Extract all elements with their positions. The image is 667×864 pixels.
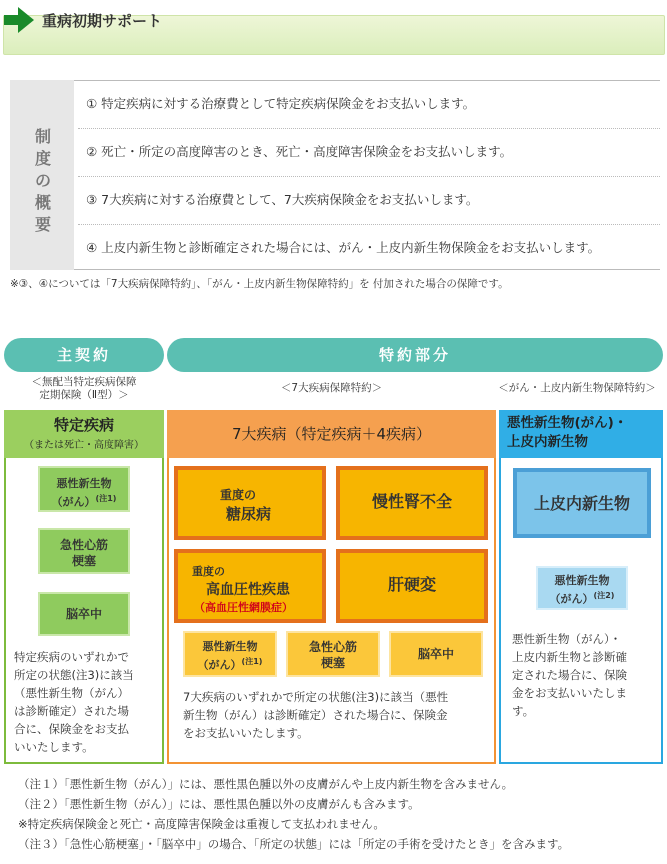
specific-disease-title: 特定疾病 [53,416,114,434]
overview-row: ① 特定疾病に対する治療費として特定疾病保険金をお支払いします。 [86,96,476,111]
disease-tile-cancer: 悪性新生物 （がん）$^{(注2)}$ [536,566,628,610]
disease-tile-stroke: 脳卒中 [38,592,130,636]
main-contract-band: 主契約 [4,338,164,372]
disease-tile-cirrhosis: 肝硬変 [336,549,488,623]
specific-disease-description: 特定疾病のいずれかで 所定の状態(注3)に該当 （悪性新生物（がん） は診断確定）された場 合に、保険金をお支払 いいたします。 [14,650,134,754]
arrow-right-icon [4,7,34,33]
cancer-rider-title: 悪性新生物(がん)・ 上皮内新生物 [507,415,628,450]
disease-tile-intraepithelial: 上皮内新生物 [513,468,651,538]
disease-tile-heart-attack: 急性心筋 梗塞 [286,631,380,677]
seven-disease-sublabel: ＜7大疾病保障特約＞ [280,382,383,394]
disease-tile-stroke: 脳卒中 [389,631,483,677]
disease-tile-cancer: 悪性新生物 （がん）$^{(注1)}$ [38,466,130,512]
footnote: （注３）「急性心筋梗塞」・「脳卒中」の場合、「所定の状態」には「所定の手術を受けたとき」を含みます。 [18,837,570,851]
cancer-rider-sublabel: ＜がん・上皮内新生物保障特約＞ [498,382,656,394]
disease-tile-hypertension: 重度の 高血圧性疾患 （高血圧性網膜症） [174,549,326,623]
overview-label: 制 度 の 概 要 [34,127,51,234]
overview-row: ③ 7大疾病に対する治療費として、7大疾病保険金をお支払いします。 [86,192,479,207]
footnote: （注２）「悪性新生物（がん）」には、悪性黒色腫以外の皮膚がんも含みます。 [18,797,420,811]
footnote: ※特定疾病保険金と死亡・高度障害保険金は重複して支払われません。 [18,817,385,831]
seven-disease-description: 7大疾病のいずれかで所定の状態(注3)に該当（悪性 新生物（がん）は診断確定）された場合に、保険金 をお支払いいたします。 [183,690,449,740]
disease-tile-chronic-kidney: 慢性腎不全 [336,466,488,540]
disease-tile-cancer: 悪性新生物 （がん）$^{(注1)}$ [183,631,277,677]
cancer-rider-description: 悪性新生物（がん）・ 上皮内新生物と診断確 定された場合に、保険 金をお支払いいたしま す。 [512,632,627,718]
specific-disease-subtitle: （または死亡・高度障害） [24,440,144,451]
rider-band: 特約部分 [167,338,663,372]
overview-row: ④ 上皮内新生物と診断確定された場合には、がん・上皮内新生物保険金をお支払いします。 [86,240,601,255]
disease-tile-diabetes: 重度の 糖尿病 [174,466,326,540]
footnote: （注１）「悪性新生物（がん）」には、悪性黒色腫以外の皮膚がんや上皮内新生物を含みません。 [18,777,514,791]
overview-row: ② 死亡・所定の高度障害のとき、死亡・高度障害保険金をお支払いします。 [86,144,513,159]
page-title: 重病初期サポート [42,12,163,30]
overview-note: ※③、④については「7大疾病保障特約」、「がん・上皮内新生物保障特約」を 付加された場合の保障です。 [10,278,509,290]
disease-tile-heart-attack: 急性心筋 梗塞 [38,528,130,574]
seven-disease-title: 7大疾病（特定疾病＋4疾病） [231,425,432,443]
main-contract-sublabel: ＜無配当特定疾病保障 定期保険（Ⅱ型）＞ [31,376,137,401]
